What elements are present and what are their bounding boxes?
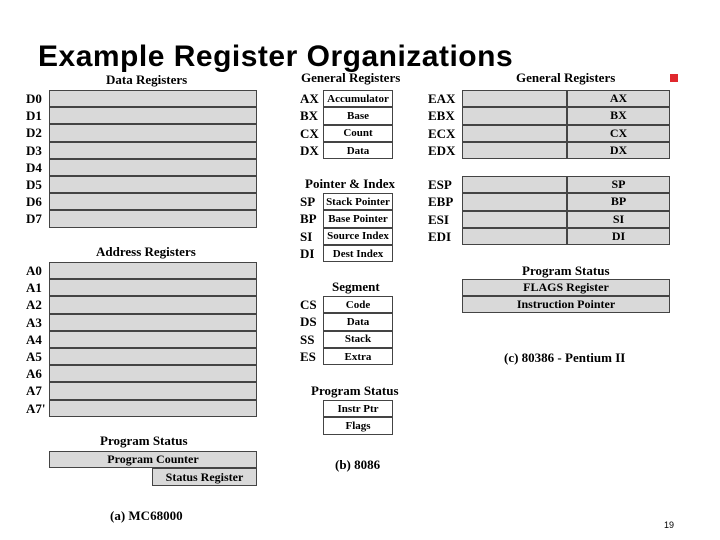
data-register-label: D4	[26, 159, 42, 175]
data-register-label: D1	[26, 108, 42, 124]
address-register-cell	[49, 262, 257, 279]
i8086-general-header: General Registers	[301, 70, 401, 85]
i80386-pointer-register-low-cell: SI	[567, 211, 670, 228]
data-register-cell	[49, 90, 257, 107]
i8086-general-register-name: AX	[300, 91, 319, 106]
i80386-caption: (c) 80386 - Pentium II	[504, 350, 626, 365]
i80386-general-register-high-cell	[462, 142, 567, 159]
data-register-label: D6	[26, 194, 42, 210]
mc68000-caption: (a) MC68000	[110, 508, 183, 523]
i80386-pointer-register-low-cell: BP	[567, 193, 670, 210]
i80386-pointer-register-name: EDI	[428, 228, 452, 244]
address-register-label: A3	[26, 314, 42, 330]
address-register-label: A5	[26, 349, 42, 364]
i8086-pointer-register-name: SI	[300, 228, 313, 244]
address-register-cell	[49, 365, 257, 382]
i8086-segment-header: Segment	[332, 279, 380, 294]
i8086-segment-register-name: DS	[300, 314, 317, 330]
bullet-marker	[670, 74, 678, 82]
flags-register: FLAGS Register	[462, 279, 670, 296]
i8086-pointer-register-name: SP	[300, 194, 316, 209]
data-register-cell	[49, 176, 257, 193]
instruction-pointer-register: Instruction Pointer	[462, 296, 670, 313]
address-register-label: A7'	[26, 400, 46, 416]
i80386-pointer-register-high-cell	[462, 211, 567, 228]
i8086-segment-register-name: CS	[300, 297, 317, 312]
i8086-general-register-name: BX	[300, 108, 319, 124]
i8086-pointer-register-cell: Dest Index	[323, 245, 393, 262]
i80386-pointer-register-low-cell: DI	[567, 228, 670, 245]
data-register-label: D3	[26, 142, 42, 158]
data-register-cell	[49, 159, 257, 176]
address-register-label: A2	[26, 297, 42, 313]
i80386-general-header: General Registers	[516, 70, 616, 85]
status-register: Status Register	[152, 468, 257, 486]
data-register-label: D0	[26, 91, 42, 106]
i80386-general-register-low-cell: CX	[567, 125, 670, 142]
i80386-pointer-register-name: ESI	[428, 211, 449, 227]
i80386-general-register-name: EAX	[428, 91, 456, 106]
i8086-segment-register-cell: Data	[323, 313, 393, 330]
address-register-label: A0	[26, 263, 42, 278]
page-number: 19	[664, 520, 675, 530]
i8086-segment-register-cell: Extra	[323, 348, 393, 365]
address-register-cell	[49, 314, 257, 331]
i8086-pointer-register-cell: Base Pointer	[323, 210, 393, 227]
i80386-pointer-register-low-cell: SP	[567, 176, 670, 193]
i8086-pointer-register-name: DI	[300, 245, 315, 261]
i8086-pointer-register-cell: Source Index	[323, 228, 393, 245]
address-register-cell	[49, 279, 257, 296]
i8086-pointer-register-name: BP	[300, 211, 317, 227]
data-registers-header: Data Registers	[106, 72, 188, 87]
i8086-caption: (b) 8086	[335, 457, 381, 472]
i80386-pointer-register-name: EBP	[428, 194, 454, 210]
data-register-cell	[49, 142, 257, 159]
data-register-cell	[49, 193, 257, 210]
i80386-general-register-high-cell	[462, 90, 567, 107]
i8086-segment-register-cell: Stack	[323, 331, 393, 348]
i8086-segment-register-name: ES	[300, 348, 316, 364]
i80386-general-register-low-cell: AX	[567, 90, 670, 107]
i8086-status-register: Instr Ptr	[323, 400, 393, 417]
i80386-pointer-register-high-cell	[462, 176, 567, 193]
address-register-cell	[49, 400, 257, 417]
i80386-general-register-low-cell: BX	[567, 107, 670, 124]
address-register-label: A6	[26, 366, 42, 382]
i8086-status-header: Program Status	[311, 383, 399, 398]
i80386-pointer-register-name: ESP	[428, 177, 452, 192]
address-register-cell	[49, 348, 257, 365]
i80386-general-register-high-cell	[462, 125, 567, 142]
address-register-cell	[49, 296, 257, 313]
address-register-label: A7	[26, 383, 42, 399]
data-register-label: D5	[26, 177, 42, 192]
mc68000-status-header: Program Status	[100, 433, 188, 448]
i8086-general-register-cell: Data	[323, 142, 393, 159]
i80386-pointer-register-high-cell	[462, 193, 567, 210]
data-register-cell	[49, 107, 257, 124]
data-register-label: D7	[26, 211, 42, 227]
i8086-general-register-name: DX	[300, 142, 319, 158]
i8086-general-register-cell: Count	[323, 125, 393, 142]
i80386-general-register-name: ECX	[428, 125, 456, 141]
i8086-segment-register-cell: Code	[323, 296, 393, 313]
address-register-cell	[49, 382, 257, 399]
i8086-pointer-register-cell: Stack Pointer	[323, 193, 393, 210]
i80386-status-header: Program Status	[522, 263, 610, 278]
data-register-label: D2	[26, 125, 42, 141]
data-register-cell	[49, 210, 257, 227]
data-register-cell	[49, 124, 257, 141]
i80386-general-register-name: EBX	[428, 108, 455, 124]
i8086-general-register-name: CX	[300, 125, 319, 141]
address-register-cell	[49, 331, 257, 348]
i80386-general-register-high-cell	[462, 107, 567, 124]
address-register-label: A4	[26, 331, 42, 347]
i8086-general-register-cell: Base	[323, 107, 393, 124]
i80386-general-register-low-cell: DX	[567, 142, 670, 159]
address-registers-header: Address Registers	[96, 244, 196, 259]
i8086-pointer-header: Pointer & Index	[305, 176, 396, 191]
i8086-segment-register-name: SS	[300, 331, 315, 347]
page-title: Example Register Organizations	[38, 40, 514, 73]
program-counter-register: Program Counter	[49, 451, 257, 468]
address-register-label: A1	[26, 280, 42, 296]
i8086-status-register: Flags	[323, 417, 393, 434]
i80386-pointer-register-high-cell	[462, 228, 567, 245]
i80386-general-register-name: EDX	[428, 142, 456, 158]
i8086-general-register-cell: Accumulator	[323, 90, 393, 107]
